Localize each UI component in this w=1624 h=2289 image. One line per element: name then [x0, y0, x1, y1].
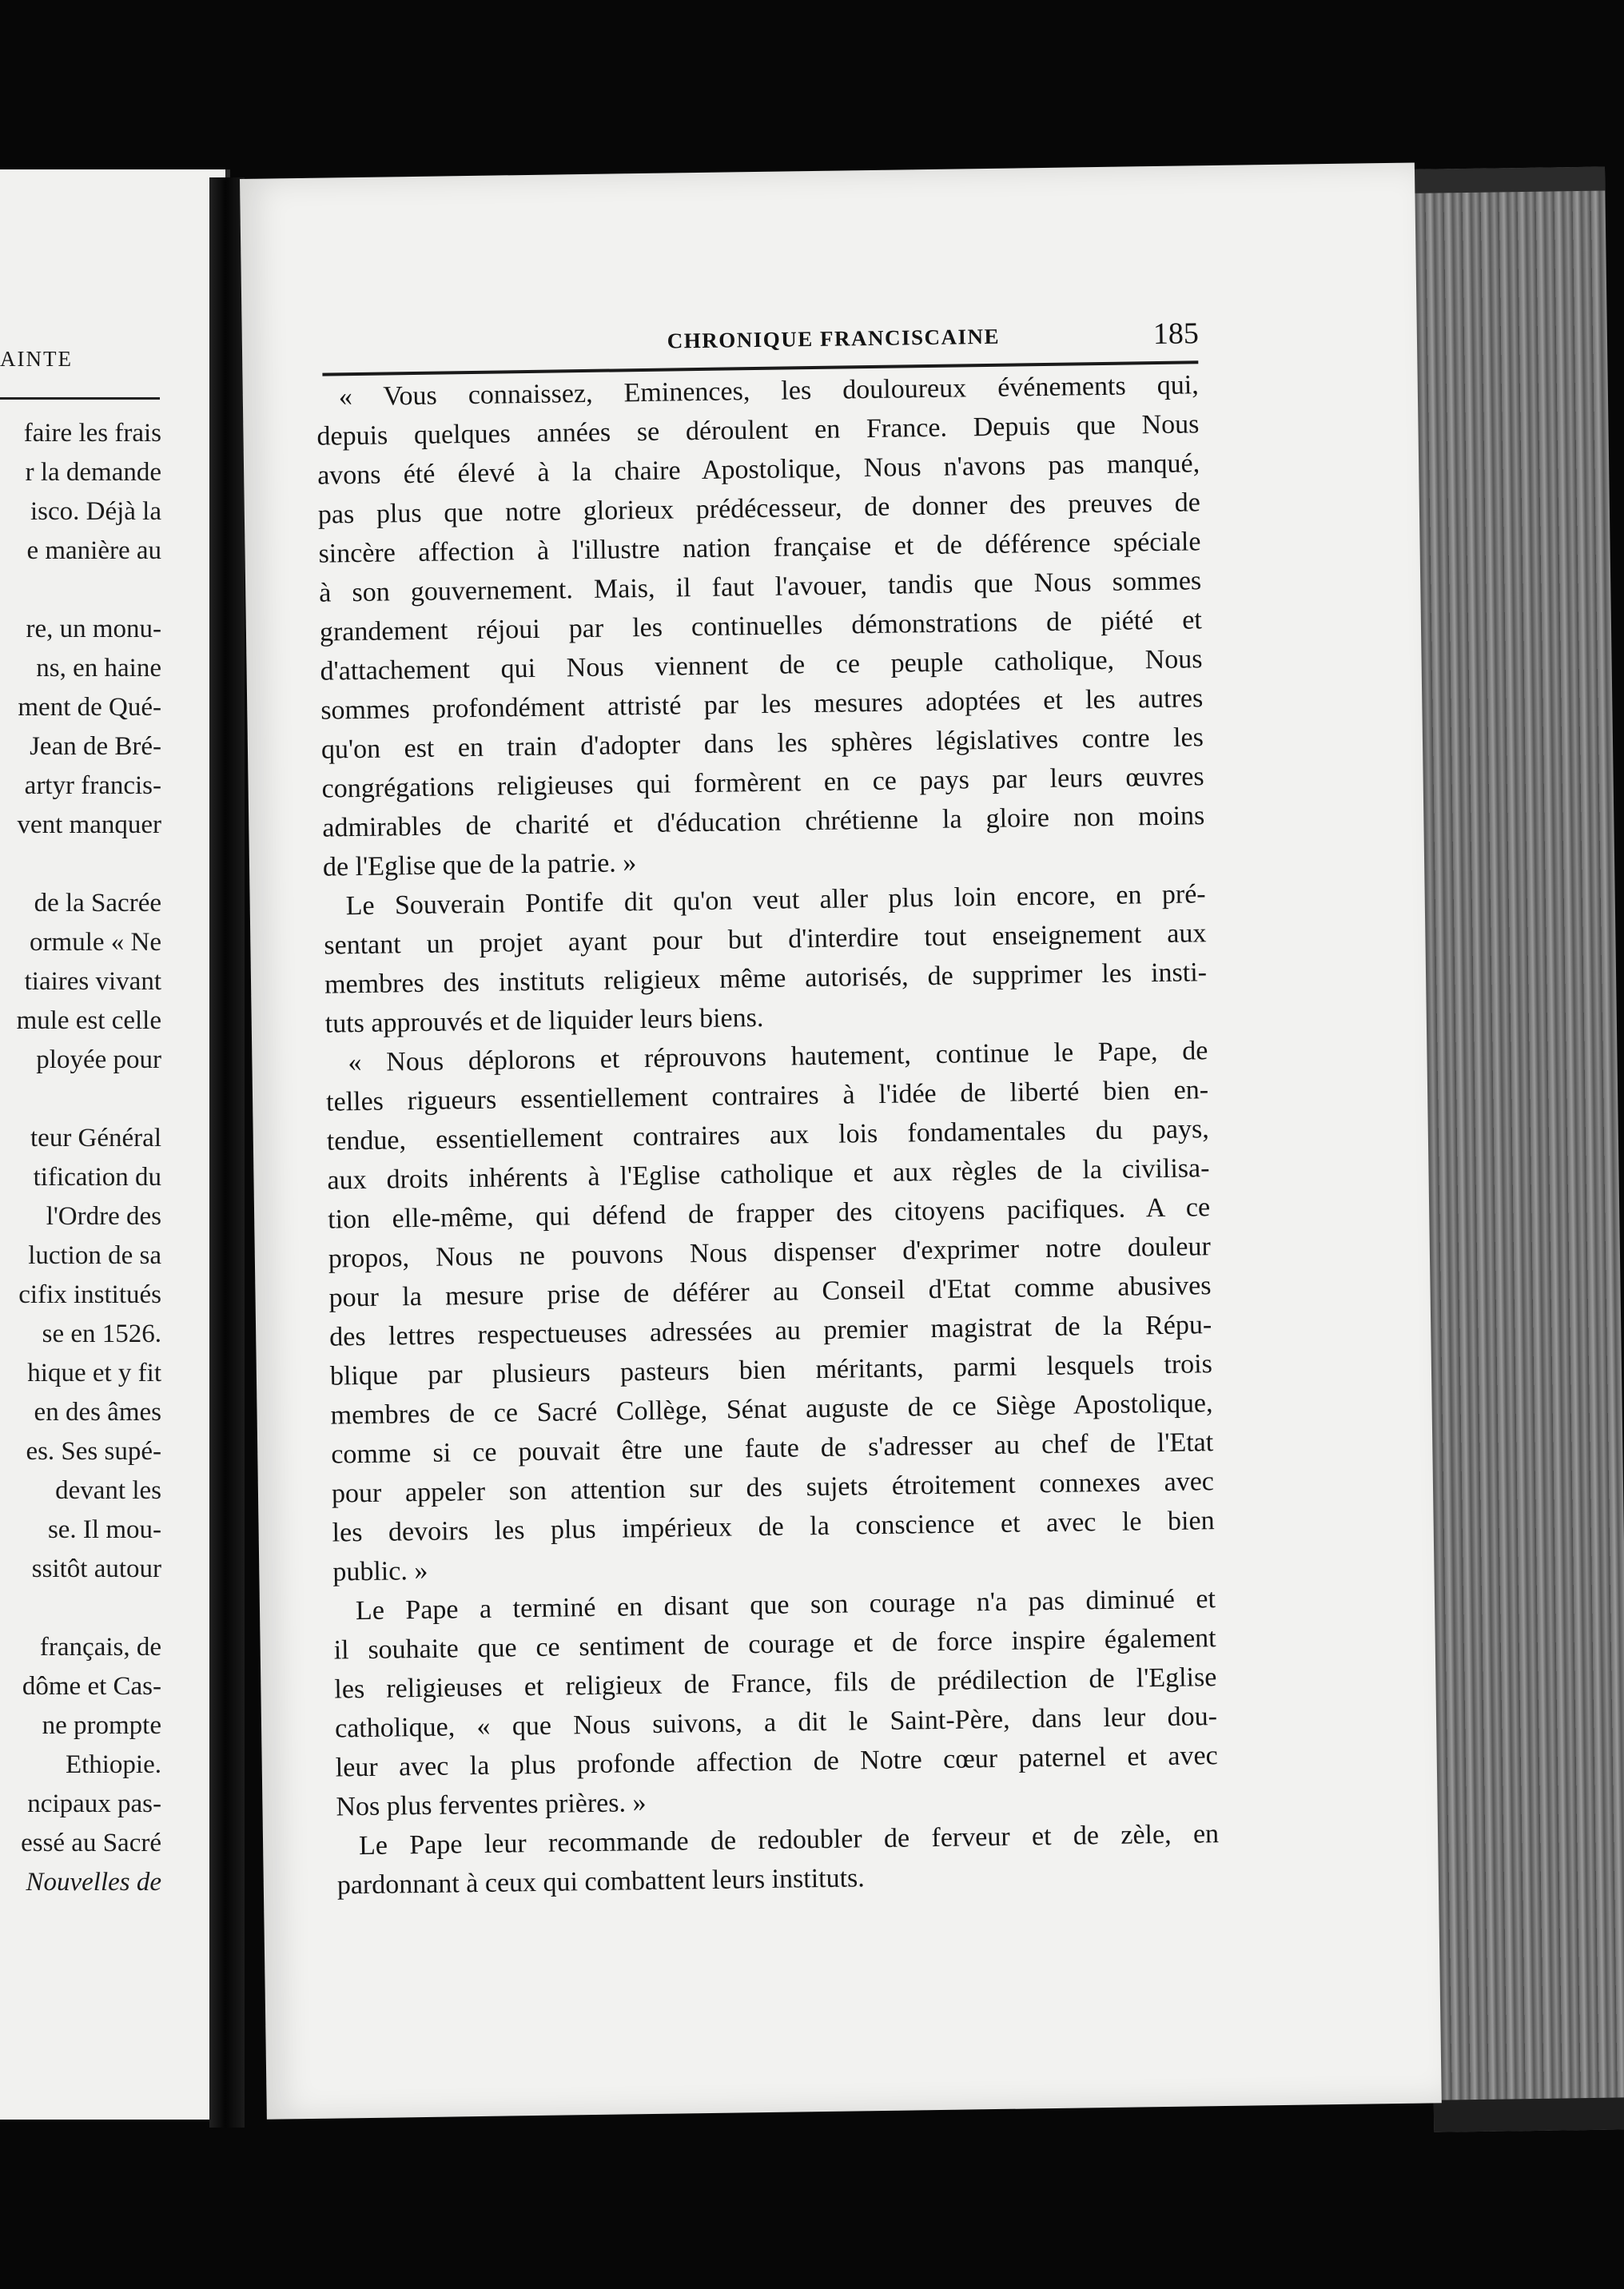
left-text-line: artyr francis-: [24, 771, 161, 800]
left-text-line: français, de: [39, 1633, 161, 1662]
body-text-line: tuts approuvés et de liquider leurs biens.: [324, 1002, 764, 1039]
left-text-line: isco. Déjà la: [30, 497, 161, 526]
body-text-line: catholique, « que Nous suivons, a dit le Saint-Père, dans leur dou-: [334, 1702, 1218, 1744]
body-text-line: congrégations religieuses qui formèrent en ce pays par leurs œuvres: [321, 762, 1204, 804]
left-text-line: ormule « Ne: [30, 928, 161, 957]
page-edges: [1407, 167, 1624, 2132]
body-text-line: admirables de charité et d'éducation chrétienne la gloire non moins: [322, 801, 1205, 843]
left-text-line: tiaires vivant: [24, 967, 161, 996]
left-text-line: l'Ordre des: [46, 1202, 161, 1231]
running-head: CHRONIQUE FRANCISCAINE: [667, 324, 1001, 353]
left-text-line: r la demande: [25, 458, 161, 487]
body-text-line: Le Pape a terminé en disant que son courage n'a pas diminué et: [355, 1584, 1216, 1626]
left-text-line: en des âmes: [34, 1398, 161, 1427]
body-text-line: pas plus que notre glorieux prédécesseur, de donner des preuves de: [317, 488, 1201, 530]
left-text-line: devant les: [55, 1476, 161, 1505]
body-text-line: membres des instituts religieux même autorisés, de supprimer les insti-: [324, 957, 1208, 1000]
left-text-line: es. Ses supé-: [26, 1437, 161, 1466]
body-text-line: sommes profondément attristé par les mesures adoptées et les autres: [320, 683, 1204, 726]
body-text-line: blique par plusieurs pasteurs bien méritants, parmi lesquels trois: [329, 1349, 1213, 1391]
left-text-line: de la Sacrée: [34, 889, 161, 918]
body-text-line: pour appeler son attention sur des sujets étroitement connexes avec: [331, 1467, 1215, 1509]
left-text-line: hique et y fit: [27, 1359, 161, 1387]
body-text-line: propos, Nous ne pouvons Nous dispenser d'exprimer notre douleur: [328, 1232, 1212, 1274]
left-text-line: luction de sa: [28, 1241, 161, 1270]
left-text-line: Nouvelles de: [26, 1868, 161, 1897]
page-number: 185: [1152, 316, 1200, 352]
left-text-line: se en 1526.: [42, 1320, 161, 1348]
body-text-line: qu'on est en train d'adopter dans les sphères législatives contre les: [320, 723, 1204, 765]
left-text-line: vent manquer: [17, 810, 161, 839]
page-edges-top: [1407, 167, 1605, 193]
body-text-line: les devoirs les plus impérieux de la conscience et avec le bien: [332, 1506, 1215, 1548]
body-text-line: tion elle-même, qui défend de frapper des citoyens pacifiques. A ce: [327, 1192, 1211, 1235]
body-text-line: pour la mesure prise de déférer au Conseil d'Etat comme abusives: [328, 1271, 1212, 1313]
left-page: [0, 169, 230, 2120]
body-text-line: leur avec la plus profonde affection de Notre cœur paternel et avec: [335, 1741, 1218, 1783]
body-text-line: sentant un projet ayant pour but d'interdire tout enseignement aux: [324, 918, 1207, 961]
body-text-line: d'attachement qui Nous viennent de ce peuple catholique, Nous: [320, 644, 1203, 687]
body-text-line: public. »: [332, 1555, 428, 1587]
body-text-line: des lettres respectueuses adressées au premier magistrat de la Répu-: [328, 1310, 1212, 1352]
left-text-line: faire les frais: [23, 419, 161, 448]
left-text-line: re, un monu-: [26, 615, 161, 643]
body-text-line: pardonnant à ceux qui combattent leurs instituts.: [336, 1863, 866, 1901]
body-text-line: Le Souverain Pontife dit qu'on veut aller plus loin encore, en pré-: [345, 879, 1206, 922]
body-text-line: grandement réjoui par les continuelles démonstrations de piété et: [319, 605, 1203, 647]
left-text-line: tification du: [33, 1163, 161, 1192]
page-edges-bottom: [1434, 2097, 1624, 2132]
body-text-line: de l'Eglise que de la patrie. »: [322, 848, 637, 882]
body-text-line: telles rigueurs essentiellement contraires à l'idée de liberté bien en-: [325, 1075, 1209, 1117]
left-text-line: dôme et Cas-: [22, 1672, 161, 1701]
body-text-line: comme si ce pouvait être une faute de s'adresser au chef de l'Etat: [331, 1427, 1214, 1470]
left-text-line: Ethiopie.: [65, 1750, 161, 1779]
left-header-rule: [0, 397, 160, 400]
body-text-line: avons été élevé à la chaire Apostolique, Nous n'avons pas manqué,: [316, 448, 1200, 491]
left-text-line: mule est celle: [16, 1006, 161, 1035]
body-text-line: les religieuses et religieux de France, fils de prédilection de l'Eglise: [334, 1662, 1217, 1705]
left-running-head-text: AINTE: [0, 347, 73, 371]
left-text-line: cifix institués: [18, 1280, 161, 1309]
body-text-line: membres de ce Sacré Collège, Sénat auguste de ce Siège Apostolique,: [330, 1388, 1213, 1431]
book-gutter: [209, 177, 245, 2128]
left-text-line: Jean de Bré-: [30, 732, 161, 761]
left-text-line: ne prompte: [42, 1711, 161, 1740]
left-text-line: essé au Sacré: [21, 1829, 161, 1857]
body-text-line: aux droits inhérents à l'Eglise catholique et aux règles de la civilisa-: [327, 1153, 1210, 1196]
left-text-line: ployée pour: [36, 1045, 161, 1074]
body-text-line: « Vous connaissez, Eminences, les douloureux événements qui,: [338, 370, 1199, 412]
body-text-line: Nos plus ferventes prières. »: [336, 1788, 647, 1822]
left-running-head: [0, 347, 230, 372]
body-text-line: « Nous déplorons et réprouvons hautement, continue le Pape, de: [348, 1036, 1208, 1078]
left-text-line: ns, en haine: [36, 654, 161, 683]
body-text-line: Le Pape leur recommande de redoubler de ferveur et de zèle, en: [358, 1819, 1220, 1861]
left-text-line: ssitôt autour: [31, 1555, 161, 1583]
left-text-line: ncipaux pas-: [27, 1789, 161, 1818]
left-text-line: ment de Qué-: [18, 693, 161, 722]
body-text-line: tendue, essentiellement contraires aux lois fondamentales du pays,: [326, 1114, 1209, 1156]
left-text-line: se. Il mou-: [47, 1515, 161, 1544]
body-text-line: sincère affection à l'illustre nation française et de déférence spéciale: [318, 527, 1201, 569]
left-text-line: teur Général: [30, 1124, 161, 1152]
left-text-line: e manière au: [26, 536, 161, 565]
body-text-line: il souhaite que ce sentiment de courage et de force inspire également: [333, 1623, 1216, 1666]
right-page: [240, 162, 1442, 2119]
body-text-line: depuis quelques années se déroulent en France. Depuis que Nous: [316, 409, 1200, 452]
body-text-line: à son gouvernement. Mais, il faut l'avouer, tandis que Nous sommes: [318, 566, 1202, 608]
